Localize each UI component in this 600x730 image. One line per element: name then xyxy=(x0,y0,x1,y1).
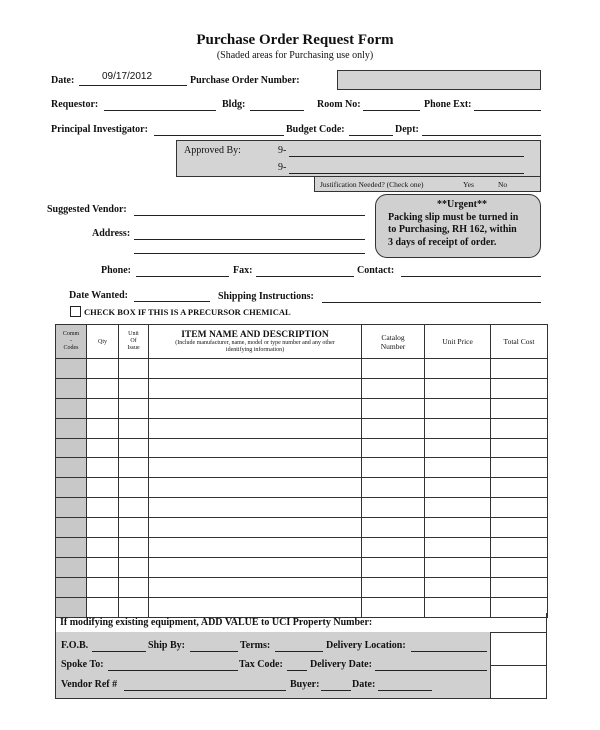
cell-item-description[interactable] xyxy=(149,557,362,577)
items-table xyxy=(55,324,548,618)
cell-unit-of-issue[interactable] xyxy=(119,398,149,418)
cell-item-description[interactable] xyxy=(149,458,362,478)
contact-label: Contact: xyxy=(357,265,395,276)
cell-total-cost[interactable] xyxy=(491,359,548,379)
cell-total-cost[interactable] xyxy=(491,418,548,438)
fob-label: F.O.B. xyxy=(61,640,89,651)
ship-by-field[interactable] xyxy=(190,651,238,652)
fax-label: Fax: xyxy=(233,265,253,276)
budget-code-field[interactable] xyxy=(349,135,393,136)
col-header-unit-price xyxy=(425,325,491,359)
cell-comm-codes[interactable] xyxy=(56,418,87,438)
cell-unit-price[interactable] xyxy=(425,438,491,458)
comm-codes-line2: - xyxy=(70,338,72,344)
justification-block xyxy=(314,176,541,192)
vendor-ref-field[interactable] xyxy=(124,690,286,691)
col-header-unit-of-issue xyxy=(119,325,149,359)
cell-qty[interactable] xyxy=(87,498,119,518)
cell-catalog-number[interactable] xyxy=(362,458,425,478)
cell-comm-codes[interactable] xyxy=(56,557,87,577)
precursor-label: CHECK BOX IF THIS IS A PRECURSOR CHEMICAL xyxy=(84,307,291,317)
cell-unit-price[interactable] xyxy=(425,478,491,498)
terms-field[interactable] xyxy=(275,651,323,652)
item-note-line2: identifying information) xyxy=(225,346,285,353)
equipment-note: If modifying existing equipment, ADD VALUE to UCI Property Number: xyxy=(60,617,373,628)
phone-field[interactable] xyxy=(136,276,229,277)
cell-comm-codes[interactable] xyxy=(56,359,87,379)
po-number-field[interactable] xyxy=(337,70,541,90)
cell-catalog-number[interactable] xyxy=(362,538,425,558)
table-row xyxy=(56,438,548,458)
col-header-qty xyxy=(87,325,119,359)
cell-catalog-number[interactable] xyxy=(362,478,425,498)
precursor-checkbox[interactable] xyxy=(70,306,81,317)
date-value[interactable]: 09/17/2012 xyxy=(102,71,153,82)
cell-total-cost[interactable] xyxy=(491,557,548,577)
delivery-location-field[interactable] xyxy=(411,651,487,652)
cell-comm-codes[interactable] xyxy=(56,478,87,498)
cell-catalog-number[interactable] xyxy=(362,418,425,438)
cell-unit-of-issue[interactable] xyxy=(119,378,149,398)
unit-line1: Unit xyxy=(128,331,139,337)
unit-line2: Of xyxy=(130,338,137,344)
approval-block xyxy=(176,140,541,177)
date-wanted-field[interactable] xyxy=(134,301,210,302)
cell-total-cost[interactable] xyxy=(491,498,548,518)
table-row xyxy=(56,378,548,398)
cell-unit-of-issue[interactable] xyxy=(119,438,149,458)
cell-total-cost[interactable] xyxy=(491,398,548,418)
room-field[interactable] xyxy=(363,110,420,111)
col-header-catalog-number xyxy=(362,325,425,359)
cell-item-description[interactable] xyxy=(149,359,362,379)
col-header-total-cost xyxy=(491,325,548,359)
cell-unit-of-issue[interactable] xyxy=(119,498,149,518)
table-row xyxy=(56,478,548,498)
tax-code-field[interactable] xyxy=(287,670,307,671)
cell-unit-price[interactable] xyxy=(425,418,491,438)
urgent-line1: Packing slip must be turned in xyxy=(388,211,519,223)
address-field-line2[interactable] xyxy=(134,253,365,254)
total-cost-header-text: Total Cost xyxy=(503,337,535,346)
comm-codes-line3: Codes xyxy=(63,345,79,351)
table-row xyxy=(56,418,548,438)
cell-qty[interactable] xyxy=(87,418,119,438)
cell-total-cost[interactable] xyxy=(491,458,548,478)
cell-comm-codes[interactable] xyxy=(56,398,87,418)
table-row xyxy=(56,557,548,577)
catalog-line1: Catalog xyxy=(381,332,405,342)
cell-qty[interactable] xyxy=(87,518,119,538)
delivery-location-label: Delivery Location: xyxy=(326,640,406,651)
cell-catalog-number[interactable] xyxy=(362,359,425,379)
shipping-instructions-label: Shipping Instructions: xyxy=(218,291,314,302)
delivery-date-label: Delivery Date: xyxy=(310,659,372,670)
cell-unit-price[interactable] xyxy=(425,577,491,597)
cell-qty[interactable] xyxy=(87,577,119,597)
col-header-comm-codes xyxy=(56,325,87,359)
form-subtitle: (Shaded areas for Purchasing use only) xyxy=(216,50,374,61)
cell-unit-of-issue[interactable] xyxy=(119,577,149,597)
cell-qty[interactable] xyxy=(87,378,119,398)
cell-item-description[interactable] xyxy=(149,438,362,458)
fob-field[interactable] xyxy=(92,651,146,652)
cell-qty[interactable] xyxy=(87,478,119,498)
terms-label: Terms: xyxy=(240,640,271,651)
cell-item-description[interactable] xyxy=(149,538,362,558)
cell-comm-codes[interactable] xyxy=(56,538,87,558)
cell-comm-codes[interactable] xyxy=(56,458,87,478)
requestor-label: Requestor: xyxy=(51,99,99,110)
cell-unit-of-issue[interactable] xyxy=(119,359,149,379)
cell-unit-price[interactable] xyxy=(425,498,491,518)
justification-label: Justification Needed? (Check one) xyxy=(320,180,424,189)
cell-unit-price[interactable] xyxy=(425,557,491,577)
cell-item-description[interactable] xyxy=(149,577,362,597)
pi-field[interactable] xyxy=(154,135,284,136)
cell-unit-of-issue[interactable] xyxy=(119,458,149,478)
contact-field[interactable] xyxy=(401,276,541,277)
cell-unit-of-issue[interactable] xyxy=(119,518,149,538)
qty-header-text: Qty xyxy=(98,338,107,345)
cell-unit-price[interactable] xyxy=(425,458,491,478)
cell-comm-codes[interactable] xyxy=(56,518,87,538)
spoke-to-field[interactable] xyxy=(108,670,238,671)
pi-label: Principal Investigator: xyxy=(51,124,148,135)
cell-unit-price[interactable] xyxy=(425,518,491,538)
cell-unit-price[interactable] xyxy=(425,398,491,418)
date-label: Date: xyxy=(51,75,75,86)
cell-comm-codes[interactable] xyxy=(56,378,87,398)
cell-item-description[interactable] xyxy=(149,498,362,518)
item-name-header-text: ITEM NAME AND DESCRIPTION xyxy=(181,329,329,340)
footer-right-cell-divider xyxy=(491,665,547,666)
equipment-note-row xyxy=(55,613,547,633)
urgent-heading: **Urgent** xyxy=(437,199,487,210)
cell-total-cost[interactable] xyxy=(491,538,548,558)
urgent-notice xyxy=(375,194,541,258)
address-field-line1[interactable] xyxy=(134,239,365,240)
table-row xyxy=(56,458,548,478)
cell-qty[interactable] xyxy=(87,359,119,379)
fax-field[interactable] xyxy=(256,276,354,277)
table-row xyxy=(56,577,548,597)
cell-comm-codes[interactable] xyxy=(56,438,87,458)
table-row xyxy=(56,518,548,538)
date-wanted-label: Date Wanted: xyxy=(69,290,128,301)
address-label: Address: xyxy=(92,228,131,239)
budget-code-label: Budget Code: xyxy=(286,124,345,135)
date-field-line xyxy=(79,85,187,86)
footer-date-label: Date: xyxy=(352,679,376,690)
cell-catalog-number[interactable] xyxy=(362,378,425,398)
cell-qty[interactable] xyxy=(87,538,119,558)
bldg-field[interactable] xyxy=(250,110,304,111)
col-header-item-name xyxy=(149,325,362,359)
cell-item-description[interactable] xyxy=(149,518,362,538)
spoke-to-label: Spoke To: xyxy=(61,659,104,670)
buyer-label: Buyer: xyxy=(290,679,320,690)
cell-catalog-number[interactable] xyxy=(362,438,425,458)
footer-date-field[interactable] xyxy=(378,690,432,691)
suggested-vendor-label: Suggested Vendor: xyxy=(47,204,127,215)
cell-total-cost[interactable] xyxy=(491,577,548,597)
cell-unit-price[interactable] xyxy=(425,538,491,558)
po-number-label: Purchase Order Number: xyxy=(190,75,300,86)
urgent-line2: to Purchasing, RH 162, within xyxy=(388,224,517,235)
cell-unit-of-issue[interactable] xyxy=(119,538,149,558)
cell-unit-of-issue[interactable] xyxy=(119,478,149,498)
table-row xyxy=(56,538,548,558)
cell-total-cost[interactable] xyxy=(491,378,548,398)
table-header-row xyxy=(56,325,548,359)
cell-item-description[interactable] xyxy=(149,418,362,438)
unit-line3: Issue xyxy=(127,345,140,351)
table-row xyxy=(56,359,548,379)
cell-unit-of-issue[interactable] xyxy=(119,557,149,577)
cell-qty[interactable] xyxy=(87,458,119,478)
cell-comm-codes[interactable] xyxy=(56,498,87,518)
cell-total-cost[interactable] xyxy=(491,518,548,538)
cell-qty[interactable] xyxy=(87,438,119,458)
approval-line2-prefix: 9- xyxy=(278,162,287,173)
cell-total-cost[interactable] xyxy=(491,438,548,458)
cell-unit-price[interactable] xyxy=(425,359,491,379)
unit-price-header-text: Unit Price xyxy=(442,337,473,346)
cell-unit-of-issue[interactable] xyxy=(119,418,149,438)
room-label: Room No: xyxy=(317,99,361,110)
suggested-vendor-field[interactable] xyxy=(134,215,365,216)
buyer-field[interactable] xyxy=(321,690,351,691)
cell-total-cost[interactable] xyxy=(491,478,548,498)
cell-qty[interactable] xyxy=(87,557,119,577)
tax-code-label: Tax Code: xyxy=(239,659,283,670)
table-row xyxy=(56,498,548,518)
vendor-ref-label: Vendor Ref # xyxy=(61,679,118,690)
justification-no[interactable]: No xyxy=(498,180,508,189)
phone-label: Phone: xyxy=(101,265,131,276)
approved-by-label: Approved By: xyxy=(184,145,241,156)
cell-catalog-number[interactable] xyxy=(362,577,425,597)
cell-item-description[interactable] xyxy=(149,398,362,418)
approval-line1-field[interactable] xyxy=(289,156,524,157)
dept-label: Dept: xyxy=(395,124,419,135)
comm-codes-line1: Comm xyxy=(62,331,80,337)
cell-catalog-number[interactable] xyxy=(362,498,425,518)
cell-unit-price[interactable] xyxy=(425,378,491,398)
phone-ext-label: Phone Ext: xyxy=(424,99,472,110)
urgent-line3: 3 days of receipt of order. xyxy=(388,236,497,248)
form-title: Purchase Order Request Form xyxy=(196,32,394,48)
table-row xyxy=(56,398,548,418)
bldg-label: Bldg: xyxy=(222,99,246,110)
ship-by-label: Ship By: xyxy=(148,640,185,651)
catalog-line2: Number xyxy=(380,341,406,351)
item-note-line1: (Include manufacturer, name, model or type number and any other xyxy=(175,339,335,346)
justification-yes[interactable]: Yes xyxy=(463,180,474,189)
approval-line2-field[interactable] xyxy=(289,173,524,174)
cell-comm-codes[interactable] xyxy=(56,577,87,597)
cell-item-description[interactable] xyxy=(149,378,362,398)
cell-item-description[interactable] xyxy=(149,478,362,498)
phone-ext-field[interactable] xyxy=(474,110,541,111)
approval-line1-prefix: 9- xyxy=(278,145,287,156)
shipping-instructions-field[interactable] xyxy=(322,302,541,303)
cell-catalog-number[interactable] xyxy=(362,518,425,538)
cell-catalog-number[interactable] xyxy=(362,398,425,418)
cell-qty[interactable] xyxy=(87,398,119,418)
cell-catalog-number[interactable] xyxy=(362,557,425,577)
requestor-field[interactable] xyxy=(104,110,216,111)
delivery-date-field[interactable] xyxy=(375,670,487,671)
dept-field[interactable] xyxy=(422,135,541,136)
